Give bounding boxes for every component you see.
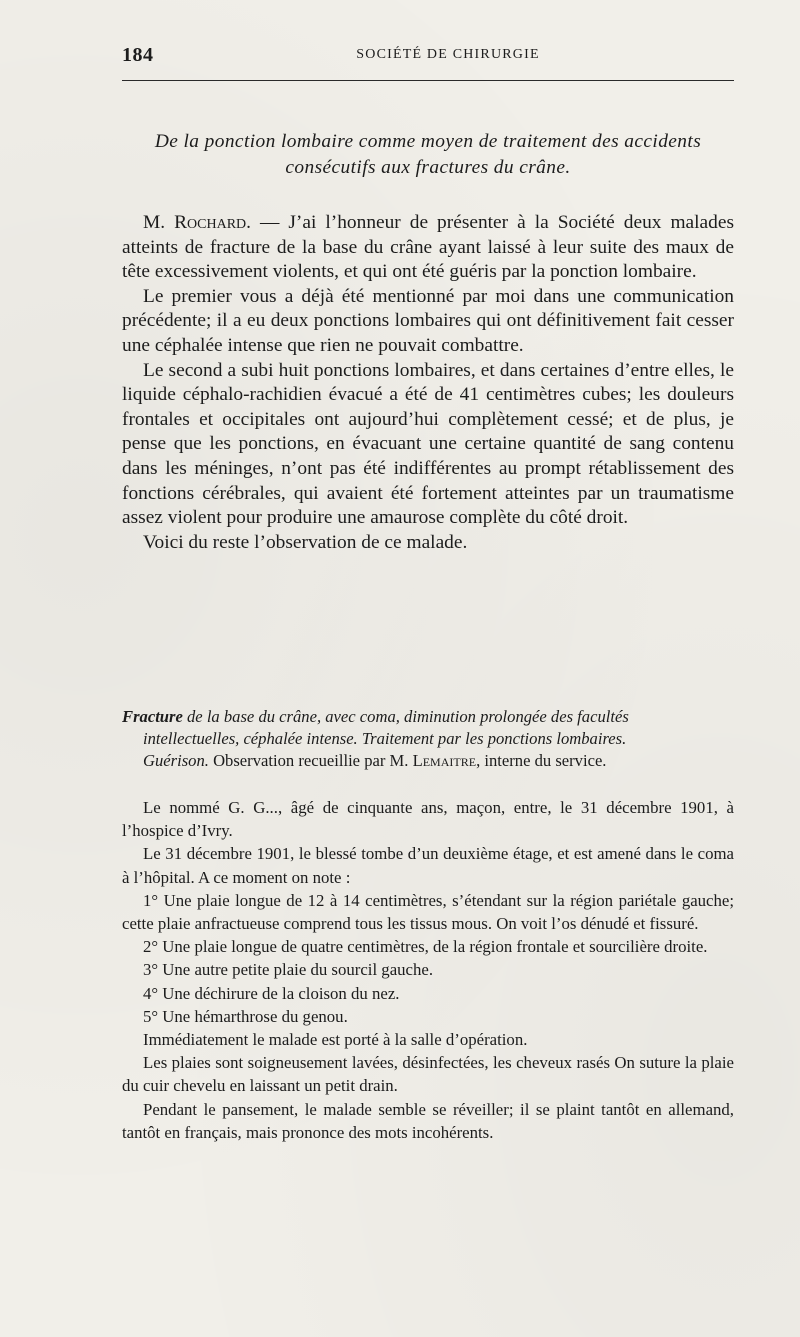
page-number: 184 bbox=[122, 44, 154, 66]
observation-paragraph: Immédiatement le malade est porté à la salle d’opération. bbox=[143, 1030, 528, 1050]
observation-title-line-3-end: , interne du service. bbox=[476, 751, 607, 770]
observation-paragraph: 2° Une plaie longue de quatre centimètres, de la région frontale et sourcilière droite. bbox=[143, 937, 708, 957]
body-paragraph-1 bbox=[122, 211, 734, 285]
observer-name: Lemaitre bbox=[412, 751, 477, 770]
observation-paragraph: 3° Une autre petite plaie du sourcil gauche. bbox=[143, 960, 434, 980]
article-title-line-1: De la ponction lombaire comme moyen de traitement des accidents bbox=[154, 131, 702, 152]
body-paragraph-4: Voici du reste l’observation de ce malade. bbox=[143, 531, 468, 553]
observation-title-fracture: Fracture bbox=[122, 707, 183, 726]
observation-title-guerison: Guérison. bbox=[143, 751, 209, 770]
running-head: SOCIÉTÉ DE CHIRURGIE bbox=[356, 47, 540, 62]
observation-title-line-3-text: Observation recueillie par M. bbox=[208, 751, 413, 770]
observation-title-line-1 bbox=[122, 706, 734, 728]
body-paragraph-1-text: . — J’ai l’honneur de présenter à la Société deux malades atteints de fracture de la base du crâne ayant laissé à leur suite des maux de tête excessivement violents, et qui ont été guéris par la ponction lombaire. bbox=[122, 212, 735, 283]
article-title-line-2: consécutifs aux fractures du crâne. bbox=[285, 157, 571, 178]
observation-title-line-1-text: de la base du crâne, avec coma, diminution prolongée des facultés bbox=[182, 707, 629, 726]
observation-paragraph: Les plaies sont soigneusement lavées, désinfectées, les cheveux rasés On suture la plaie du cuir chevelu en laissant un petit drain. bbox=[122, 1053, 734, 1096]
observation-title-line-3 bbox=[122, 750, 734, 772]
observation-paragraph: Pendant le pansement, le malade semble se réveiller; il se plaint tantôt en allemand, tantôt en français, mais prononce des mots incohérents. bbox=[122, 1099, 734, 1142]
observation-title-line-2: intellectuelles, céphalée intense. Traitement par les ponctions lombaires. bbox=[143, 729, 627, 748]
observation-paragraph: Le 31 décembre 1901, le blessé tombe d’un deuxième étage, et est amené dans le coma à l’hôpital. A ce moment on note : bbox=[122, 844, 734, 887]
article-title bbox=[122, 129, 734, 181]
body-paragraph-3: Le second a subi huit ponctions lombaires, et dans certaines d’entre elles, le liquide céphalo-rachidien évacué a été de 41 centimètres cubes; les douleurs frontales et occipitales ont aujourd’hui complètement cessé; et de plus, je pense que les ponctions, en évacuant une certaine quantité de sang contenu dans les méninges, n’ont pas été indifférentes au prompt rétablissement des fonctions cérébrales, qui avaient été fortement atteintes par un traumatisme assez violent pour produire une amaurose complète du côté droit. bbox=[122, 359, 734, 529]
page-header bbox=[122, 44, 734, 72]
observation-paragraph: 5° Une hémarthrose du genou. bbox=[143, 1006, 348, 1026]
speaker-prefix: M. bbox=[143, 212, 175, 233]
observation-title bbox=[122, 706, 734, 772]
observation-paragraph: 4° Une déchirure de la cloison du nez. bbox=[143, 983, 400, 1003]
observation-paragraph: Le nommé G. G..., âgé de cinquante ans, maçon, entre, le 31 décembre 1901, à l’hospice d’Ivry. bbox=[122, 798, 734, 841]
body-text bbox=[122, 211, 734, 555]
body-paragraph-2: Le premier vous a déjà été mentionné par moi dans une communication précédente; il a eu deux ponctions lombaires qui ont définitivement fait cesser une céphalée intense que rien ne pouvait combattre. bbox=[122, 285, 734, 356]
observation-paragraph: 1° Une plaie longue de 12 à 14 centimètres, s’étendant sur la région pariétale gauche; cette plaie anfractueuse comprend tous les tissus mous. On voit l’os dénudé et fissuré. bbox=[122, 890, 734, 934]
speaker-name: Rochard bbox=[174, 212, 247, 233]
observation-body bbox=[122, 796, 734, 1144]
header-rule bbox=[122, 80, 734, 81]
